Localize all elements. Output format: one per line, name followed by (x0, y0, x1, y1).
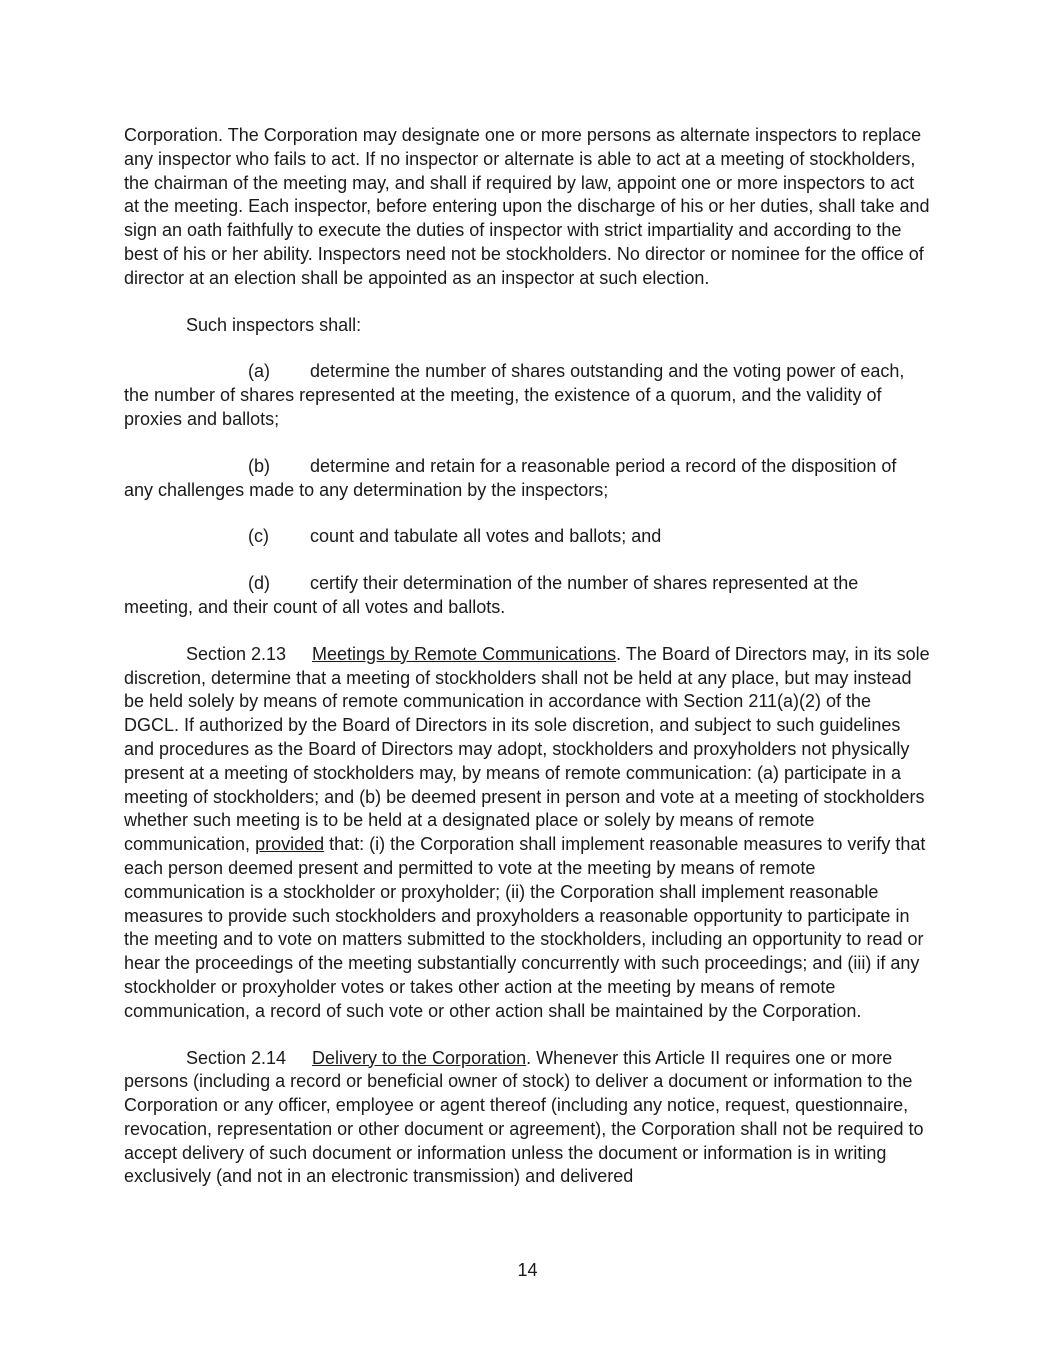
page-number: 14 (517, 1260, 538, 1280)
list-text-b: determine and retain for a reasonable period a record of the disposition of any challenges made to any determination by the inspectors; (124, 455, 897, 500)
list-text-a: determine the number of shares outstanding and the voting power of each, the number of shares represented at the meeting, the existence of a quorum, and the validity of proxies and ballots; (124, 361, 905, 429)
section-2-13-heading: Meetings by Remote Communications (312, 643, 617, 664)
paragraph-inspectors-alternates: Corporation. The Corporation may designate one or more persons as alternate inspectors to replace any inspector who fails to act. If no inspector or alternate is able to act at a meeting of stockholders, the chairman of the meeting may, and shall if required by law, appoint one or more inspectors to act at the meeting. Each inspector, before entering upon the discharge of his or her duties, shall take and sign an oath faithfully to execute the duties of inspector with strict impartiality and according to the best of his or her ability. Inspectors need not be stockholders. No director or nominee for the office of director at an election shall be appointed as an inspector at such election. (124, 125, 930, 288)
list-label-c: (c) (248, 526, 269, 547)
list-item-b (124, 455, 930, 503)
list-text-d: certify their determination of the number of shares represented at the meeting, and their count of all votes and ballots. (124, 573, 859, 617)
list-label-a: (a) (248, 361, 270, 382)
list-label-d: (d) (248, 573, 270, 594)
section-2-13-text-1: . The Board of Directors may, in its sole discretion, determine that a meeting of stockholders shall not be held at any place, but may instead be held solely by means of remote communication in accordance with Section 211(a)(2) of the DGCL. If authorized by the Board of Directors in its sole discretion, and subject to such guidelines and procedures as the Board of Directors may adopt, stockholders and proxyholders not physically present at a meeting of stockholders may, by means of remote communication: (a) participate in a meeting of stockholders; and (b) be deemed present in person and vote at a meeting of stockholders whether such meeting is to be held at a designated place or solely by means of remote communication, (124, 643, 930, 855)
section-2-13-text-2: that: (i) the Corporation shall implement reasonable measures to verify that each person deemed present and permitted to vote at the meeting by means of remote communication is a stockholder or proxyholder; (ii) the Corporation shall implement reasonable measures to provide such stockholders and proxyholders a reasonable opportunity to participate in the meeting and to vote on matters submitted to the stockholders, including an opportunity to read or hear the proceedings of the meeting substantially concurrently with such proceedings; and (iii) if any stockholder or proxyholder votes or takes other action at the meeting by means of remote communication, a record of such vote or other action shall be maintained by the Corporation. (124, 834, 926, 1021)
list-item-d (124, 572, 930, 620)
section-2-14 (124, 1047, 930, 1190)
list-item-a (124, 360, 930, 431)
paragraph-inspectors-shall: Such inspectors shall: (186, 314, 362, 335)
document-page (124, 124, 930, 1189)
list-text-c: count and tabulate all votes and ballots; and (310, 526, 662, 547)
section-2-14-heading: Delivery to the Corporation (312, 1047, 527, 1068)
list-item-c (124, 525, 930, 549)
section-2-13-provided: provided (255, 834, 325, 855)
section-2-13 (124, 643, 930, 1024)
list-label-b: (b) (248, 455, 270, 476)
section-2-14-number: Section 2.14 (186, 1047, 287, 1068)
section-2-13-number: Section 2.13 (186, 643, 287, 664)
section-2-14-text: . Whenever this Article II requires one or more persons (including a record or beneficial owner of stock) to deliver a document or information to the Corporation or any officer, employee or agent thereof (including any notice, request, questionnaire, revocation, representation or other document or agreement), the Corporation shall not be required to accept delivery of such document or information unless the document or information is in writing exclusively (and not in an electronic transmission) and delivered (124, 1047, 924, 1187)
